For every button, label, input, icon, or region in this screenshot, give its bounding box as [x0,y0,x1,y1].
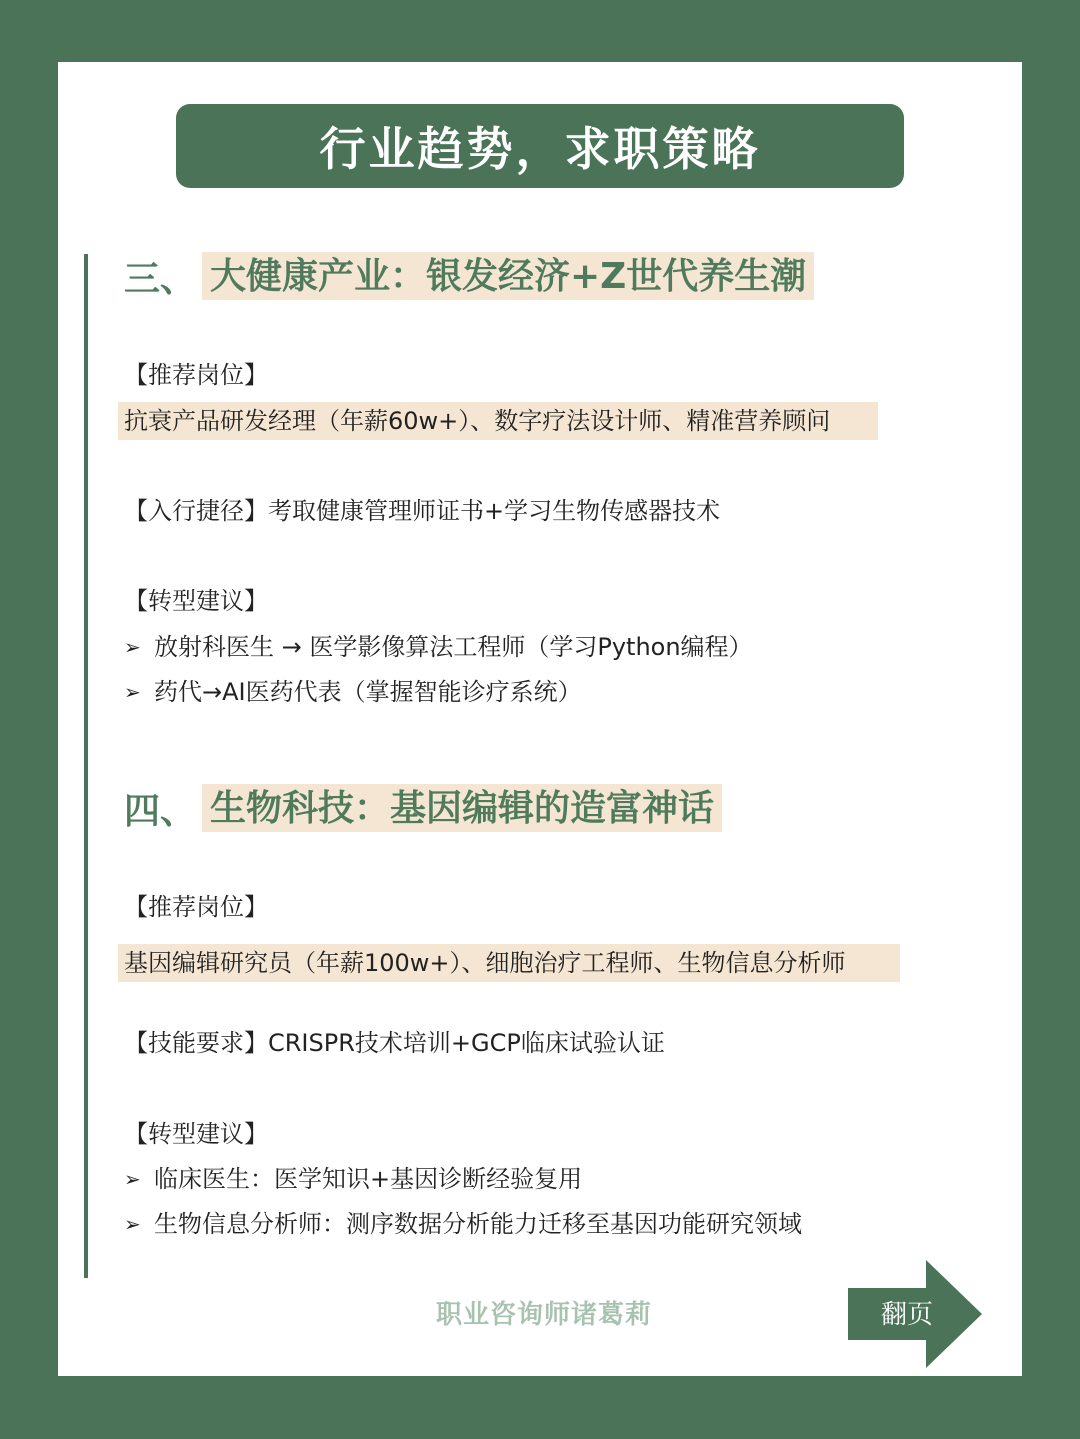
transition-label: 【转型建议】 [124,587,268,615]
list-item-text: 临床医生：医学知识+基因诊断经验复用 [154,1165,583,1193]
arrow-bullet-icon: ➢ [124,635,141,659]
arrow-bullet-icon: ➢ [124,680,141,704]
arrow-bullet-icon: ➢ [124,1212,141,1236]
left-accent-rule [84,254,88,1278]
section-number: 四、 [124,790,197,832]
list-item [124,675,582,709]
list-item [124,630,753,664]
list-item [124,1162,582,1196]
recommend-roles: 基因编辑研究员（年薪100w+）、细胞治疗工程师、生物信息分析师 [118,944,900,982]
recommend-label: 【推荐岗位】 [124,893,268,921]
section-heading [124,780,722,836]
list-item-text: 生物信息分析师：测序数据分析能力迁移至基因功能研究领域 [154,1210,802,1238]
arrow-bullet-icon: ➢ [124,1167,141,1191]
list-item-text: 放射科医生 → 医学影像算法工程师（学习Python编程） [154,633,753,661]
entry-path-line: 【入行捷径】考取健康管理师证书+学习生物传感器技术 [124,497,721,525]
transition-label: 【转型建议】 [124,1120,268,1148]
section-heading [124,248,814,304]
section-title: 大健康产业：银发经济+Z世代养生潮 [202,252,814,300]
next-page-button[interactable] [848,1260,982,1368]
content-card [58,62,1022,1376]
recommend-label: 【推荐岗位】 [124,361,268,389]
skills-line: 【技能要求】CRISPR技术培训+GCP临床试验认证 [124,1029,665,1057]
author-signature: 职业咨询师诸葛莉 [436,1300,653,1330]
recommend-roles: 抗衰产品研发经理（年薪60w+）、数字疗法设计师、精准营养顾问 [118,402,878,440]
list-item [124,1207,802,1241]
list-item-text: 药代→AI医药代表（掌握智能诊疗系统） [154,678,582,706]
section-title: 生物科技：基因编辑的造富神话 [202,784,722,832]
next-page-label: 翻页 [880,1300,933,1330]
page-title: 行业趋势，求职策略 [176,104,904,188]
section-number: 三、 [124,258,197,300]
